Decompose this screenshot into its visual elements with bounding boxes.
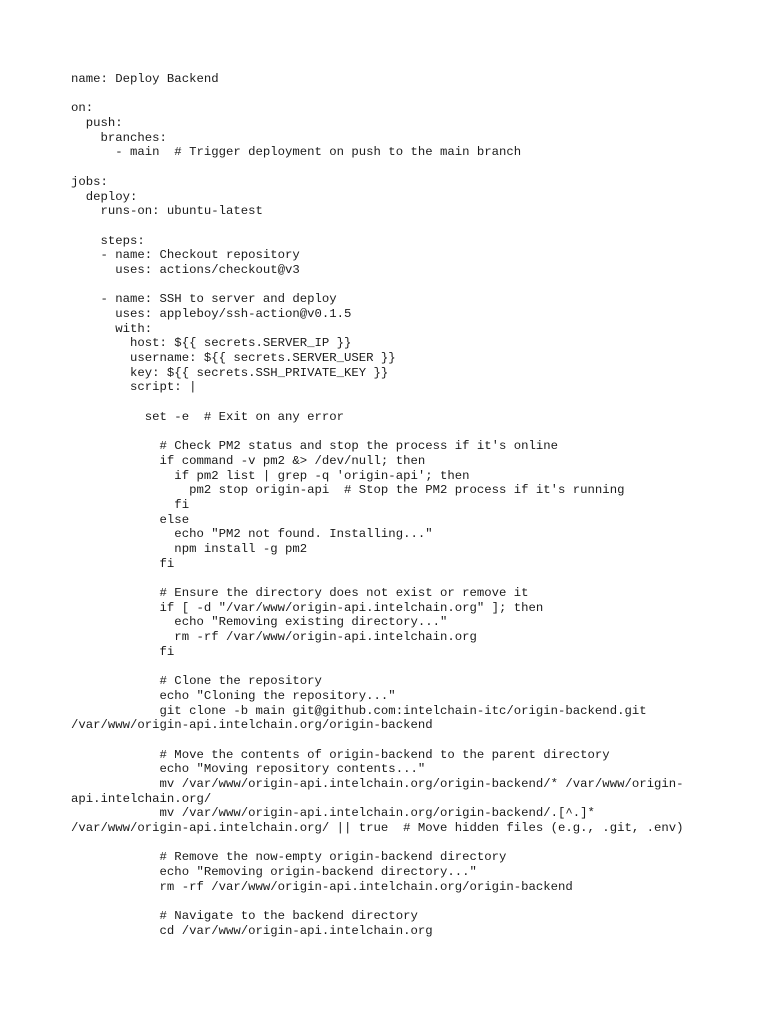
code-line: # Navigate to the backend directory — [71, 909, 418, 924]
code-line: - name: Checkout repository — [71, 248, 300, 263]
code-line: on: — [71, 101, 94, 116]
code-line: echo "Removing existing directory..." — [71, 615, 448, 630]
code-line: if [ -d "/var/www/origin-api.intelchain.org" ]; then — [71, 600, 544, 615]
code-line: username: ${{ secrets.SERVER_USER }} — [71, 351, 396, 366]
code-line: with: — [71, 321, 153, 336]
code-line — [71, 160, 751, 175]
code-line — [71, 395, 751, 410]
code-line: pm2 stop origin-api # Stop the PM2 process if it's running — [71, 483, 625, 498]
code-line: # Move the contents of origin-backend to the parent directory — [71, 747, 610, 762]
workflow-code-block — [71, 72, 751, 939]
code-line: # Clone the repository — [71, 674, 322, 689]
code-line — [71, 733, 751, 748]
code-line: # Ensure the directory does not exist or remove it — [71, 586, 529, 601]
code-line: git clone -b main git@github.com:intelchain-itc/origin-backend.git — [71, 703, 647, 718]
code-line: jobs: — [71, 174, 108, 189]
code-line: fi — [71, 556, 175, 571]
code-line: mv /var/www/origin-api.intelchain.org/origin-backend/.[^.]* — [71, 806, 595, 821]
code-line: runs-on: ubuntu-latest — [71, 204, 263, 219]
code-line: api.intelchain.org/ — [71, 791, 212, 806]
code-line: set -e # Exit on any error — [71, 409, 345, 424]
code-line: fi — [71, 497, 190, 512]
code-line — [71, 571, 751, 586]
code-line: echo "Removing origin-backend directory..." — [71, 865, 477, 880]
code-line — [71, 895, 751, 910]
code-line: echo "PM2 not found. Installing..." — [71, 527, 433, 542]
code-line: cd /var/www/origin-api.intelchain.org — [71, 923, 433, 938]
code-line: else — [71, 512, 190, 527]
code-line: host: ${{ secrets.SERVER_IP }} — [71, 336, 352, 351]
code-line: if command -v pm2 &> /dev/null; then — [71, 453, 426, 468]
code-line: push: — [71, 116, 123, 131]
code-line: mv /var/www/origin-api.intelchain.org/origin-backend/* /var/www/origin- — [71, 777, 684, 791]
code-line: echo "Cloning the repository..." — [71, 688, 396, 703]
code-line: uses: actions/checkout@v3 — [71, 262, 300, 277]
code-line: rm -rf /var/www/origin-api.intelchain.org — [71, 630, 477, 645]
code-line: steps: — [71, 233, 145, 248]
code-line: echo "Moving repository contents..." — [71, 762, 426, 777]
code-line — [71, 278, 751, 293]
code-line: key: ${{ secrets.SSH_PRIVATE_KEY }} — [71, 365, 389, 380]
code-line: - name: SSH to server and deploy — [71, 292, 337, 307]
code-line: rm -rf /var/www/origin-api.intelchain.org/origin-backend — [71, 879, 573, 894]
code-line: # Check PM2 status and stop the process if it's online — [71, 439, 559, 454]
code-line — [71, 425, 751, 440]
code-line — [71, 219, 751, 234]
code-line: script: | — [71, 380, 197, 395]
code-line: - main # Trigger deployment on push to the main branch — [71, 145, 522, 160]
code-line — [71, 87, 751, 102]
code-line: uses: appleboy/ssh-action@v0.1.5 — [71, 307, 352, 321]
code-line: if pm2 list | grep -q 'origin-api'; then — [71, 468, 470, 483]
code-line: branches: — [71, 130, 167, 145]
code-line: npm install -g pm2 — [71, 542, 308, 556]
code-line: /var/www/origin-api.intelchain.org/ || true # Move hidden files (e.g., .git, .env) — [71, 821, 684, 836]
code-line — [71, 836, 751, 851]
code-line: name: Deploy Backend — [71, 72, 219, 86]
code-line: fi — [71, 644, 175, 659]
code-line: /var/www/origin-api.intelchain.org/origin-backend — [71, 718, 433, 733]
code-line — [71, 660, 751, 675]
code-line: deploy: — [71, 189, 138, 204]
code-line: # Remove the now-empty origin-backend directory — [71, 850, 507, 865]
